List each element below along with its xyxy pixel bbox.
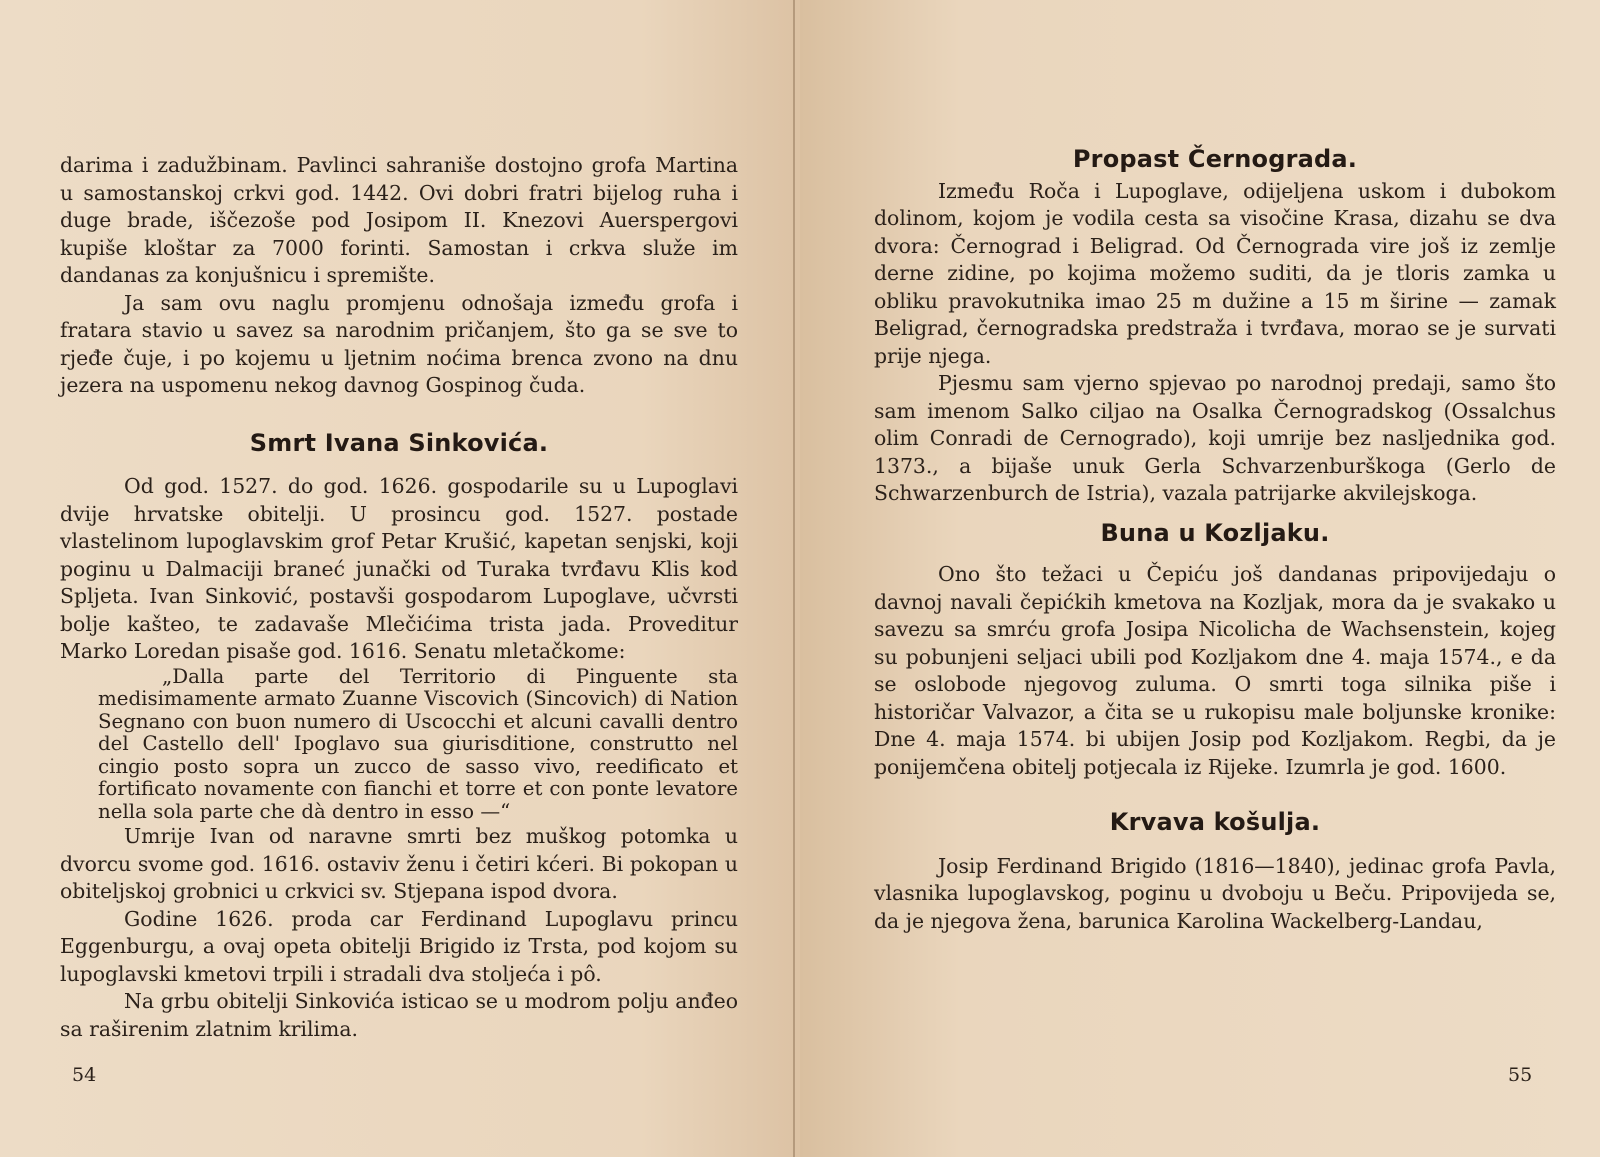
- paragraph: Pjesmu sam vjerno spjevao po narodnoj predaji, samo što sam imenom Salko ciljao na Osalka Černogradskog (Ossalchus olim Conradi de Cernogrado), koji umrije bez nasljednika god. 1373., a bijaše unuk Gerla Schvarzenburškoga (Gerlo de Schwarzenburch de Istria), vazala patrijarke akvilejskoga.: [874, 371, 1556, 505]
- paragraph: darima i zadužbinam. Pavlinci sahraniše dostojno grofa Martina u samostanskoj crkvi god. 1442. Ovi dobri fratri bijelog ruha i duge brade, iščezoše pod Josipom II. Knezovi Auerspergovi kupiše kloštar za 7000 forinti. Samostan i crkva služe im dandanas za konjušnicu i spremište.: [60, 153, 738, 287]
- paragraph: Između Roča i Lupoglave, odijeljena uskom i dubokom dolinom, kojom je vodila cesta sa visočine Krasa, dizahu se dva dvora: Černograd i Beligrad. Od Černograda vire još iz zemlje derne zidine, po kojima možemo suditi, da je tloris zamka u obliku pravokutnika imao 25 m dužine a 15 m širine — zamak Beligrad, černogradska predstraža i tvrđava, morao se je survati prije njega.: [874, 178, 1556, 368]
- page-number: 55: [1508, 1064, 1533, 1086]
- paragraph: Ja sam ovu naglu promjenu odnošaja između grofa i fratara stavio u savez sa narodnim pričanjem, što ga se sve to rjeđe čuje, i po kojemu u ljetnim noćima brenca zvono na dnu jezera na uspomenu nekog davnog Gospinog čuda.: [60, 290, 738, 397]
- quote-text: „Dalla parte del Territorio di Pinguente sta medisimamente armato Zuanne Viscovich (Sincovich) di Nation Segnano con buon numero di Uscocchi et alcuni cavalli dentro del Castello dell' Ipoglavo sua giurisditione, construtto nel cingio posto sopra un zucco de sasso vivo, reedificato et fortificato novamente con fianchi et torre et con ponte levatore nella sola parte che dà dentro in esso —“: [98, 664, 738, 823]
- italian-quote: [98, 666, 738, 824]
- paragraph: Umrije Ivan od naravne smrti bez muškog potomka u dvorcu svome god. 1616. ostaviv ženu i četiri kćeri. Bi pokopan u obiteljskoj grobnici u crkvici sv. Stjepana ispod dvora.: [60, 824, 738, 903]
- right-page: [800, 0, 1600, 1157]
- right-page-text: [874, 145, 1556, 935]
- page-number: 54: [72, 1064, 97, 1086]
- paragraph: Na grbu obitelji Sinkovića isticao se u modrom polju anđeo sa raširenim zlatnim krilima.: [60, 989, 738, 1041]
- paragraph: Od god. 1527. do god. 1626. gospodarile su u Lupoglavi dvije hrvatske obitelji. U prosincu god. 1527. postade vlastelinom lupoglavskim grof Petar Krušić, kapetan senjski, koji poginu u Dalmaciji braneć junački od Turaka tvrđavu Klis kod Spljeta. Ivan Sinković, postavši gospodarom Lupoglave, učvrsti bolje kašteo, te zadavaše Mlečićima trista jada. Proveditur Marko Loredan pisaše god. 1616. Senatu mletačkome:: [60, 474, 738, 663]
- section-heading: Smrt Ivana Sinkovića.: [249, 428, 549, 457]
- book-gutter: [793, 0, 795, 1157]
- section-heading: Buna u Kozljaku.: [1100, 518, 1330, 547]
- paragraph: Josip Ferdinand Brigido (1816—1840), jedinac grofa Pavla, vlasnika lupoglavskog, poginu u dvoboju u Beču. Pripovijeda se, da je njegova žena, barunica Karolina Wackelberg-Landau,: [874, 853, 1556, 933]
- paragraph: Godine 1626. proda car Ferdinand Lupoglavu princu Eggenburgu, a ovaj opeta obitelji Brigido iz Trsta, pod kojom su lupoglavski kmetovi trpili i stradali dva stoljeća i pô.: [60, 906, 738, 986]
- section-heading: Krvava košulja.: [1109, 808, 1321, 836]
- paragraph: Ono što težaci u Čepiću još dandanas pripovijedaju o davnoj navali čepićkih kmetova na Kozljak, mora da je svakako u savezu sa smrću grofa Josipa Nicolicha de Wachsenstein, kojeg su pobunjeni seljaci ubili pod Kozljakom dne 4. maja 1574., e da se oslobode njegovog zuluma. O smrti toga silnika piše i historičar Valvazor, a čita se u rukopisu male boljunske kronike: Dne 4. maja 1574. bi ubijen Josip pod Kozljakom. Regbi, da je ponijemčena obitelj potjecala iz Rijeke. Izumrla je god. 1600.: [874, 562, 1556, 779]
- left-page-text: [60, 152, 738, 1043]
- section-heading: Propast Černograda.: [1072, 145, 1358, 173]
